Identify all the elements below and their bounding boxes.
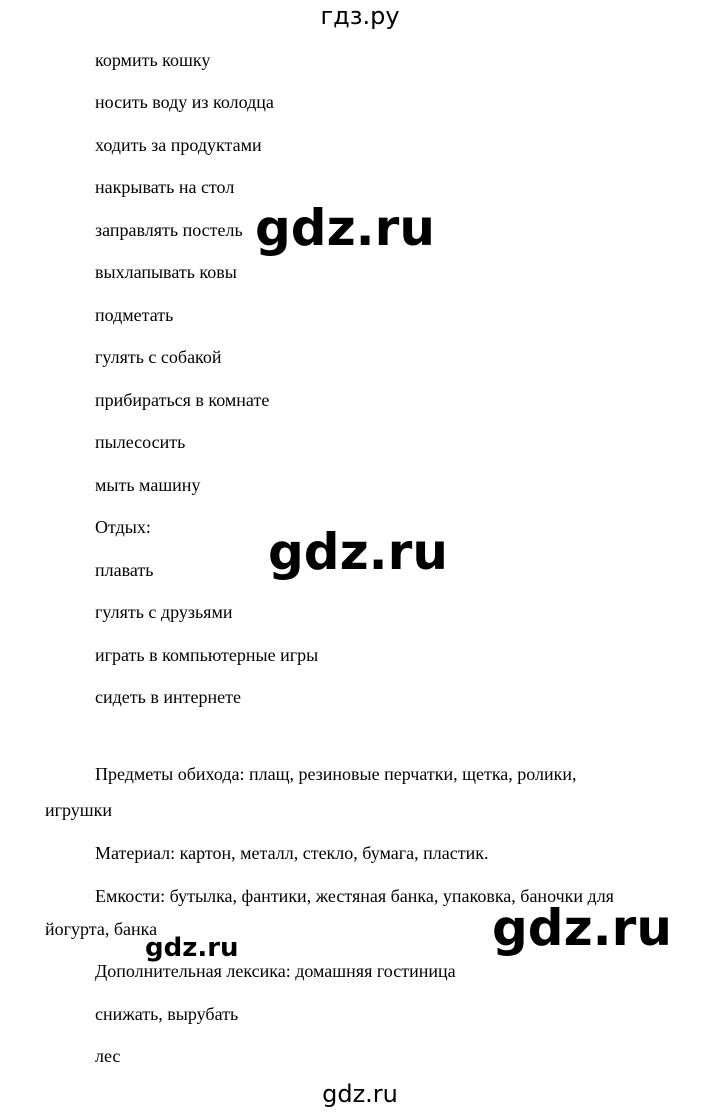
- watermark: gdz.ru: [145, 933, 239, 963]
- text-line: гулять с собакой: [95, 347, 222, 367]
- paragraph-line: игрушки: [45, 800, 113, 820]
- text-line: подметать: [95, 305, 174, 325]
- watermark: gdz.ru: [255, 199, 435, 257]
- text-line: заправлять постель: [95, 220, 243, 240]
- text-line: выхлапывать ковы: [95, 262, 237, 282]
- text-line: играть в компьютерные игры: [95, 645, 319, 665]
- paragraph-line: снижать, вырубать: [95, 1004, 239, 1024]
- site-footer-watermark: gdz.ru: [322, 1080, 398, 1108]
- paragraph-line: лес: [95, 1046, 121, 1066]
- paragraph-line: йогурта, банка: [45, 919, 158, 939]
- section-heading: Отдых:: [95, 517, 151, 537]
- paragraph-line: Предметы обихода: плащ, резиновые перчатки, щетка, ролики,: [95, 764, 577, 784]
- text-line: накрывать на стол: [95, 177, 235, 197]
- text-line: гулять с друзьями: [95, 602, 233, 622]
- text-line: прибираться в комнате: [95, 390, 270, 410]
- text-line: ходить за продуктами: [95, 135, 262, 155]
- text-line: носить воду из колодца: [95, 92, 274, 112]
- text-line: мыть машину: [95, 475, 201, 495]
- text-line: пылесосить: [95, 432, 186, 452]
- text-line: кормить кошку: [95, 50, 211, 70]
- paragraph-line: Материал: картон, металл, стекло, бумага, пластик.: [95, 843, 489, 863]
- watermark: gdz.ru: [492, 899, 672, 957]
- text-line: сидеть в интернете: [95, 687, 241, 707]
- text-line: плавать: [95, 560, 154, 580]
- site-header-title: гдз.ру: [320, 2, 400, 30]
- paragraph-line: Дополнительная лексика: домашняя гостиница: [95, 961, 456, 981]
- watermark: gdz.ru: [268, 523, 448, 581]
- paragraph-line: Емкости: бутылка, фантики, жестяная банка, упаковка, баночки для: [95, 886, 614, 906]
